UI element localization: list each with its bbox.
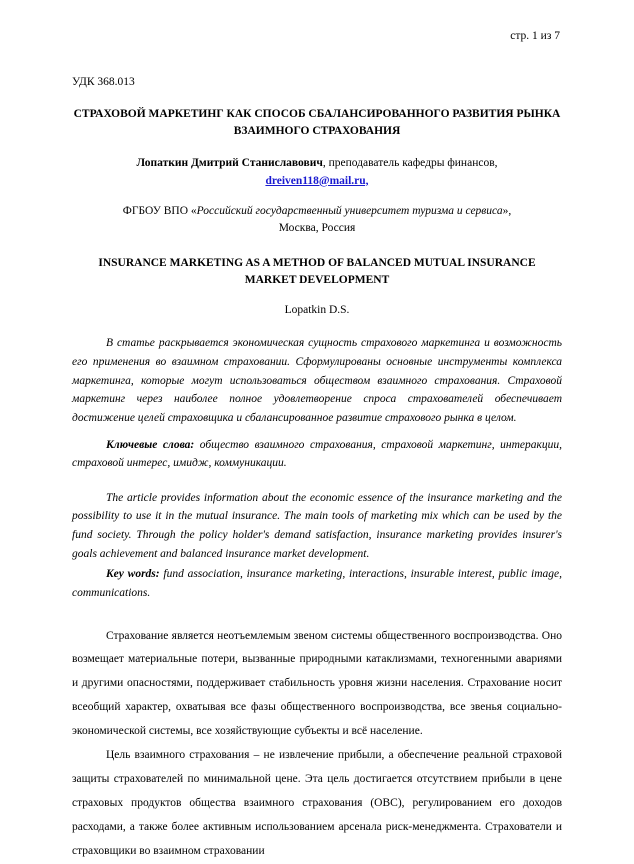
keywords-en-text: fund association, insurance marketing, interactions, insurable interest, public image, communications.	[72, 568, 562, 599]
keywords-ru-label: Ключевые слова:	[106, 438, 195, 451]
keywords-en	[72, 565, 562, 602]
abstract-en: The article provides information about the economic essence of the insurance marketing and the possibility to use it in the mutual insurance. The main tools of marketing mix which can be used by the fund society. Through the policy holder's demand satisfaction, insurance marketing provides insurer's goals achievement and balanced insurance market development.	[72, 491, 562, 560]
body-paragraph: Цель взаимного страхования – не извлечение прибыли, а обеспечение реальной страховой защиты страхователей по минимальной цене. Эта цель достигается отсутствием прибыли в цене страховых продуктов общества взаимного страхования (ОВС), регулированием его доходов расходами, а также более активным использованием арсенала риск-менеджмента. Страхователи и страховщики во взаимном страховании	[72, 749, 562, 857]
affiliation	[72, 203, 562, 238]
author-email	[72, 175, 562, 187]
keywords-ru-text: общество взаимного страхования, страховой маркетинг, интеракции, страховой интерес, имидж, коммуникации.	[72, 438, 563, 470]
page-indicator: стр. 1 из 7	[510, 30, 560, 42]
author-ru	[72, 155, 562, 172]
author-en: Lopatkin D.S.	[284, 304, 350, 317]
body-paragraph: Страхование является неотъемлемым звеном системы общественного воспроизводства. Оно возмещает материальные потери, вызванные природными катаклизмами, техногенными авариями и другими опасностями, поддерживает стабильность уровня жизни населения. Страхование носит всеобщий характер, охватывая все фазы общественного воспроизводства, все звенья социально-экономической системы, все хозяйствующие субъекты и всё население.	[72, 629, 562, 738]
affiliation-prefix: ФГБОУ ВПО «	[122, 204, 197, 217]
abstract-ru: В статье раскрывается экономическая сущность страхового маркетинга и возможность его применения во взаимном страховании. Сформулированы основные инструменты комплекса маркетинга, которые могут использоваться обществом взаимного страхования. Страховой маркетинг через наиболее полное удовлетворение спроса страхователей обеспечивает достижение целей страховщика и сбалансированное развитие страхового рынка в целом.	[72, 337, 562, 424]
email-link[interactable]: dreiven118@mail.ru,	[265, 174, 369, 187]
page-title-en: INSURANCE MARKETING AS A METHOD OF BALANCED MUTUAL INSURANCE MARKET DEVELOPMENT	[98, 257, 536, 286]
page-title-ru: СТРАХОВОЙ МАРКЕТИНГ КАК СПОСОБ СБАЛАНСИРОВАННОГО РАЗВИТИЯ РЫНКА ВЗАИМНОГО СТРАХОВАНИЯ	[73, 108, 561, 137]
keywords-en-label: Key words:	[106, 568, 160, 581]
affiliation-suffix: »,	[502, 204, 512, 217]
author-ru-name: Лопаткин Дмитрий Станиславович	[136, 157, 323, 170]
keywords-ru	[72, 436, 562, 473]
affiliation-city: Москва, Россия	[278, 221, 356, 234]
affiliation-university: Российский государственный университет туризма и сервиса	[196, 204, 503, 217]
udk-code: УДК 368.013	[72, 76, 135, 88]
author-ru-role: , преподаватель кафедры финансов,	[322, 157, 498, 170]
